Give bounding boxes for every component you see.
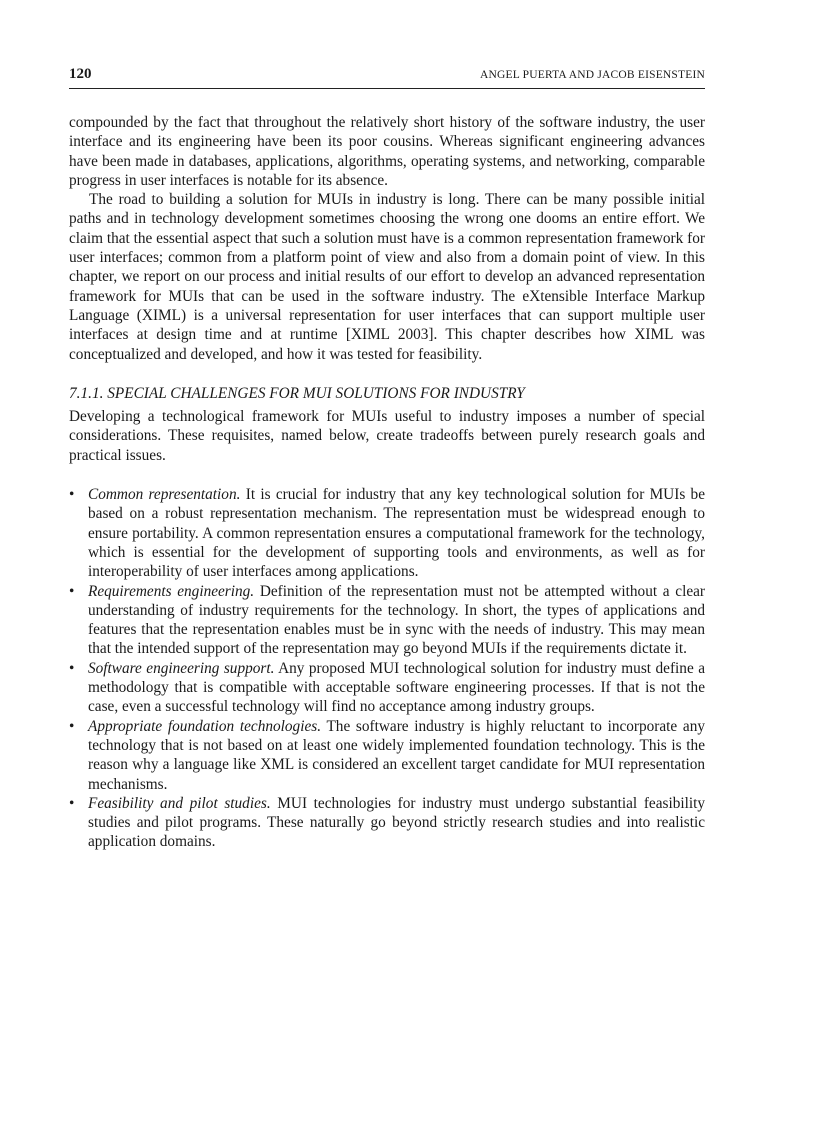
section-heading: 7.1.1. SPECIAL CHALLENGES FOR MUI SOLUTIONS FOR INDUSTRY [69, 384, 525, 402]
list-item [69, 582, 705, 659]
bullet-icon: • [69, 486, 75, 504]
bullet-term: Software engineering support. [88, 659, 275, 677]
bullet-icon: • [69, 794, 75, 812]
bullet-text: The software industry is highly reluctant to incorporate any technology that is not based on at least one widely implemented foundation technology. This is the reason why a language like XML is considered an excellent target candidate for MUI representation mechanisms. [88, 717, 705, 793]
bullet-text: Definition of the representation must not be attempted without a clear understanding of industry requirements for the technology. In short, the types of applications and features that the representation enables must be in sync with the needs of industry. This may mean that the intended support of the representation may go beyond MUIs if the requirements dictate it. [88, 582, 705, 658]
bullet-term: Feasibility and pilot studies. [88, 794, 271, 812]
bullet-text: Any proposed MUI technological solution for industry must define a methodology that is compatible with acceptable software engineering processes. If that is not the case, even a successful technology will find no acceptance among industry groups. [88, 659, 706, 716]
section-intro: Developing a technological framework for MUIs useful to industry imposes a number of special considerations. These requisites, named below, create tradeoffs between purely research goals and practical issues. [69, 408, 705, 464]
page-number: 120 [69, 66, 92, 82]
bullet-term: Requirements engineering. [88, 582, 255, 600]
bullet-icon: • [69, 717, 75, 735]
book-page [69, 66, 705, 852]
bullet-text: MUI technologies for industry must undergo substantial feasibility studies and pilot programs. These naturally go beyond strictly research studies and into realistic application domains. [88, 794, 705, 851]
list-item [69, 659, 705, 717]
list-item [69, 717, 705, 794]
list-item [69, 485, 705, 581]
list-item [69, 794, 705, 852]
body-text [69, 113, 705, 852]
paragraph-ximl-intro: The road to building a solution for MUIs in industry is long. There can be many possible initial paths and in technology development sometimes choosing the wrong one dooms an entire effort. We claim that the essential aspect that such a solution must have is a common representation framework for user interfaces; common from a platform point of view and also from a domain point of view. In this chapter, we report on our process and initial results of our effort to develop an advanced representation framework for MUIs that can be used in the software industry. The eXtensible Interface Markup Language (XIML) is a universal representation for user interfaces that can support multiple user interfaces at design time and at runtime [XIML 2003]. This chapter describes how XIML was conceptualized and developed, and how it was tested for feasibility. [69, 191, 705, 363]
bullet-icon: • [69, 659, 75, 677]
requirements-list [69, 485, 705, 852]
bullet-text: It is crucial for industry that any key technological solution for MUIs be based on a robust representation mechanism. The representation must be widespread enough to ensure portability. A common representation ensures a computational framework for the technology, which is essential for the development of supporting tools and environments, as well as for interoperability of user interfaces among applications. [88, 486, 705, 581]
bullet-icon: • [69, 582, 75, 600]
running-head-authors: ANGEL PUERTA AND JACOB EISENSTEIN [480, 69, 705, 81]
paragraph-continued: compounded by the fact that throughout the relatively short history of the software industry, the user interface and its engineering have been its poor cousins. Whereas significant engineering advances have been made in databases, applications, algorithms, operating systems, and networking, comparable progress in user interfaces is notable for its absence. [69, 114, 705, 189]
bullet-term: Appropriate foundation technologies. [88, 717, 322, 735]
running-head [69, 66, 705, 89]
bullet-term: Common representation. [88, 486, 241, 504]
